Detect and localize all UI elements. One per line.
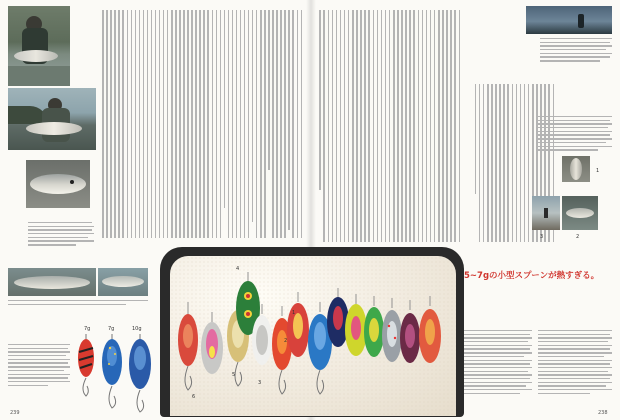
spoon-lure-collection	[170, 256, 456, 416]
right-photo-number-1: 1	[596, 168, 600, 174]
tray-number-4: 4	[236, 266, 240, 272]
photo-fish-held-right-1	[562, 156, 590, 182]
caption-left-text	[28, 222, 94, 248]
tray-number-5: 5	[232, 372, 236, 378]
spoon-lure-13	[400, 300, 420, 363]
spoon-lure-1	[178, 302, 198, 390]
caption-bottom-left-text	[8, 300, 148, 307]
right-box-text-col-1	[458, 330, 532, 396]
tray-number-2: 2	[284, 338, 288, 344]
photo-angler-shoreline	[8, 88, 96, 150]
spoon-lure-11	[364, 296, 384, 357]
right-sidebar-text	[538, 116, 612, 153]
spoon-lure-10	[345, 294, 367, 356]
cutline-line-2: 5~7gの小型スプーンが熱すぎる。	[464, 271, 600, 281]
page-number-right: 238	[598, 410, 608, 416]
spoon-lure-12	[382, 298, 402, 362]
spoon-lure-14	[419, 296, 441, 363]
lure-weight-label-a: 7g	[84, 326, 91, 332]
photo-angler-holding-fish	[8, 6, 70, 86]
left-page-body-upper	[102, 10, 302, 238]
right-box-text-col-2	[538, 330, 612, 396]
photo-fish-held-right-2	[562, 196, 598, 230]
photo-beach-scene	[532, 196, 560, 230]
photo-fish-closeup	[26, 160, 90, 208]
right-photo-number-2: 2	[576, 234, 580, 240]
right-photo-number-3: 3	[540, 234, 544, 240]
tray-number-3: 3	[258, 380, 262, 386]
standalone-spoons-illustration	[74, 334, 158, 414]
top-right-photo-caption	[540, 38, 612, 64]
spoon-lure-2	[201, 312, 223, 374]
bottom-left-box-text	[8, 344, 70, 388]
spoon-blue-1	[102, 334, 122, 408]
tray-number-6: 6	[192, 394, 196, 400]
right-page-body-left	[318, 10, 460, 242]
lure-weight-label-b: 7g	[108, 326, 115, 332]
photo-coastline-dusk	[526, 6, 612, 34]
spoon-lure-7	[287, 292, 309, 357]
photo-fish-on-rocks	[8, 268, 96, 296]
spoon-blue-2	[129, 334, 151, 412]
tray-number-1: 1	[292, 310, 296, 316]
cutline-headline	[456, 270, 599, 282]
page-number-left: 239	[10, 410, 20, 416]
lure-weight-label-c: 10g	[132, 326, 142, 332]
photo-fish-in-water	[98, 268, 148, 296]
spoon-red-black	[78, 334, 94, 396]
